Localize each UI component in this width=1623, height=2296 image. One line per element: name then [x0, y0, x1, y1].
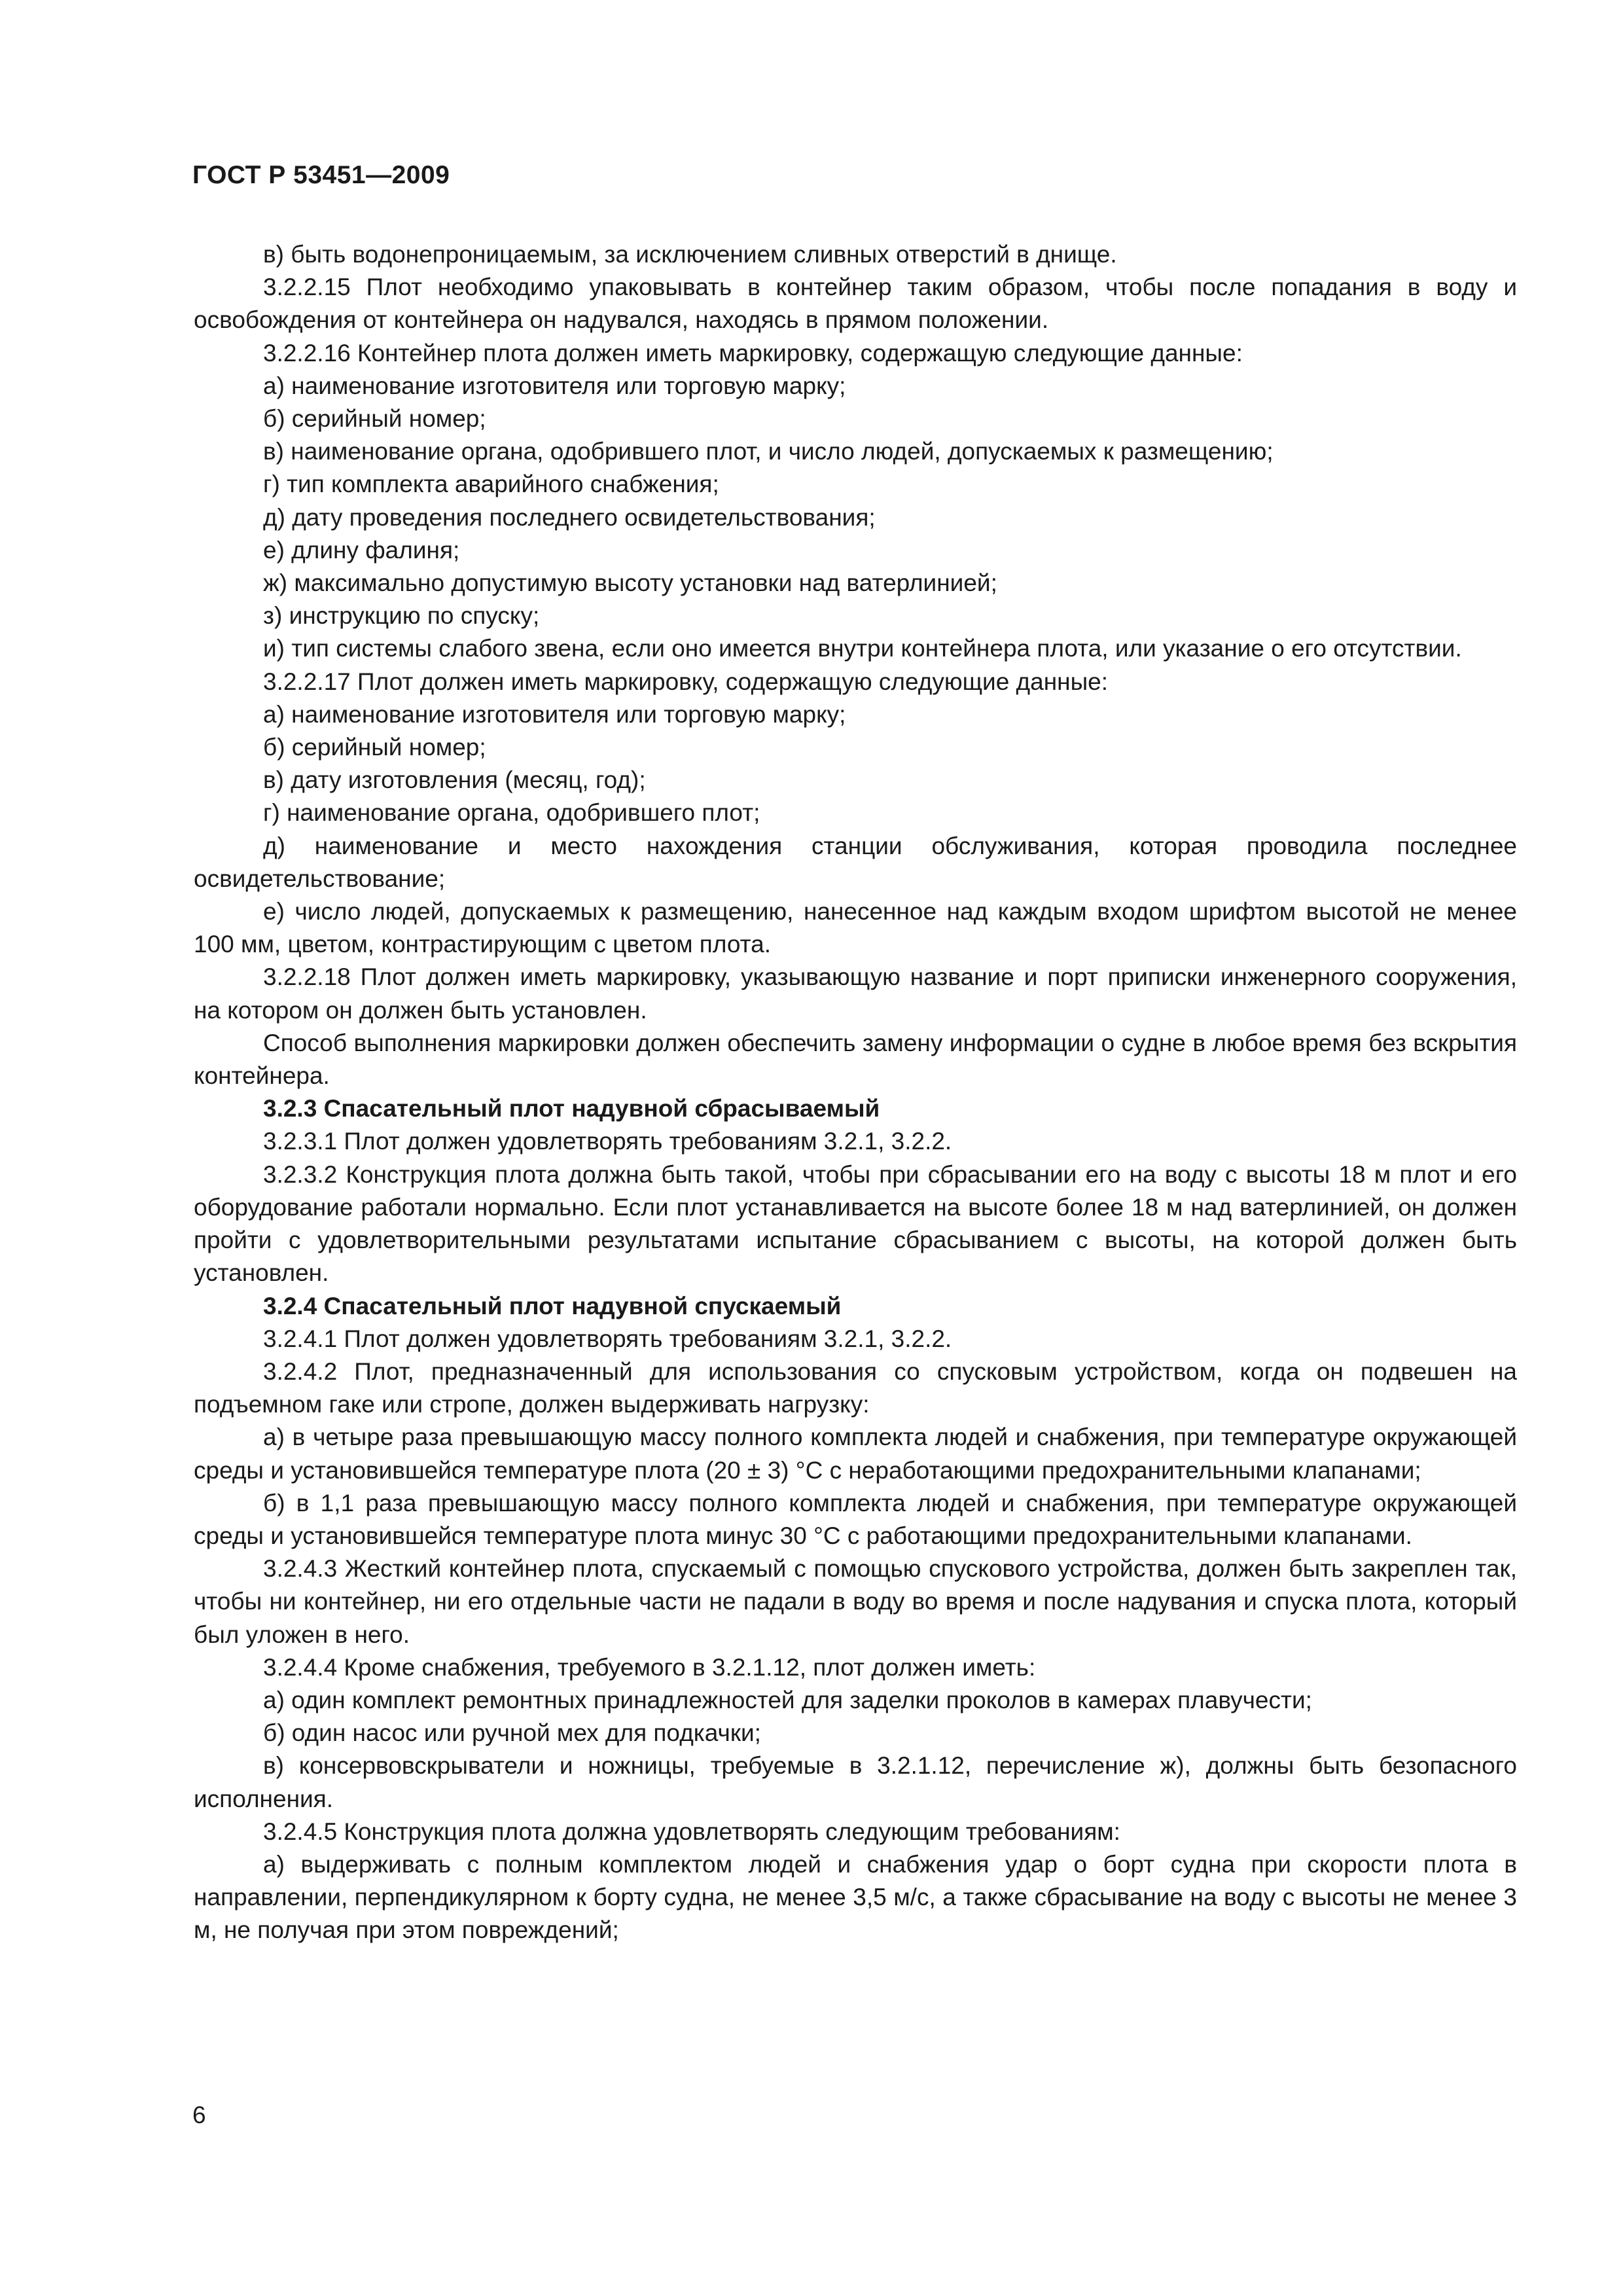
paragraph: д) наименование и место нахождения станции обслуживания, которая проводила последнее освидетельствование; — [194, 832, 1517, 892]
paragraph: и) тип системы слабого звена, если оно имеется внутри контейнера плота, или указание о его отсутствии. — [263, 635, 1462, 662]
document-header: ГОСТ Р 53451—2009 — [192, 161, 450, 189]
paragraph: 3.2.3.2 Конструкция плота должна быть такой, чтобы при сбрасывании его на воду с высоты 18 м плот и его оборудование работали нормально. Если плот устанавливается на высоте более 18 м над ватерлинией, он должен пройти с удовлетворительными результатами испытание сбрасыванием с высоты, на которой должен быть установлен. — [194, 1160, 1517, 1287]
paragraph: в) быть водонепроницаемым, за исключением сливных отверстий в днище. — [263, 241, 1117, 268]
paragraph: а) наименование изготовителя или торговую марку; — [263, 372, 846, 399]
paragraph: г) тип комплекта аварийного снабжения; — [263, 471, 719, 498]
paragraph: ж) максимально допустимую высоту установки над ватерлинией; — [263, 569, 997, 597]
paragraph: 3.2.2.16 Контейнер плота должен иметь маркировку, содержащую следующие данные: — [263, 339, 1243, 367]
paragraph: в) дату изготовления (месяц, год); — [263, 766, 646, 794]
paragraph: в) консервовскрыватели и ножницы, требуемые в 3.2.1.12, перечисление ж), должны быть безопасного исполнения. — [194, 1752, 1517, 1812]
paragraph: 3.2.4.2 Плот, предназначенный для использования со спусковым устройством, когда он подвешен на подъемном гаке или стропе, должен выдерживать нагрузку: — [194, 1357, 1517, 1418]
paragraph: е) число людей, допускаемых к размещению, нанесенное над каждым входом шрифтом высотой не менее 100 мм, цветом, контрастирующим с цветом плота. — [194, 898, 1517, 958]
page-number: 6 — [192, 2102, 206, 2128]
paragraph: 3.2.2.17 Плот должен иметь маркировку, содержащую следующие данные: — [263, 668, 1109, 695]
paragraph: 3.2.4.5 Конструкция плота должна удовлетворять следующим требованиям: — [263, 1818, 1120, 1845]
paragraph: а) наименование изготовителя или торговую марку; — [263, 700, 846, 728]
paragraph: з) инструкцию по спуску; — [263, 602, 540, 630]
paragraph: б) серийный номер; — [263, 405, 486, 433]
paragraph: б) один насос или ручной мех для подкачки; — [263, 1719, 761, 1747]
paragraph: 3.2.4.3 Жесткий контейнер плота, спускаемый с помощью спускового устройства, должен быть закреплен так, чтобы ни контейнер, ни его отдельные части не падали в воду во время и после надувания и спуска плота, который был уложен в него. — [194, 1555, 1517, 1648]
paragraph: а) в четыре раза превышающую массу полного комплекта людей и снабжения, при температуре окружающей среды и установившейся температуре плота (20 ± 3) °С с неработающими предохранительными клапанами; — [194, 1424, 1517, 1484]
paragraph: в) наименование органа, одобрившего плот, и число людей, допускаемых к размещению; — [263, 438, 1274, 465]
paragraph: д) дату проведения последнего освидетельствования; — [263, 503, 876, 531]
paragraph: Способ выполнения маркировки должен обеспечить замену информации о судне в любое время без вскрытия контейнера. — [194, 1029, 1517, 1090]
paragraph: а) выдерживать с полным комплектом людей и снабжения удар о борт судна при скорости плота в направлении, перпендикулярном к борту судна, не менее 3,5 м/с, а также сбрасывание на воду с высоты не менее 3 м, не получая при этом повреждений; — [194, 1850, 1517, 1944]
paragraph: 3.2.2.15 Плот необходимо упаковывать в контейнер таким образом, чтобы после попадания в воду и освобождения от контейнера он надувался, находясь в прямом положении. — [194, 274, 1517, 334]
paragraph: г) наименование органа, одобрившего плот; — [263, 799, 760, 827]
paragraph: е) длину фалиня; — [263, 536, 460, 564]
section-heading: 3.2.4 Спасательный плот надувной спускаемый — [263, 1292, 842, 1319]
paragraph: 3.2.2.18 Плот должен иметь маркировку, указывающую название и порт приписки инженерного сооружения, на котором он должен быть установлен. — [194, 963, 1517, 1024]
paragraph: 3.2.4.4 Кроме снабжения, требуемого в 3.2.1.12, плот должен иметь: — [263, 1653, 1036, 1681]
paragraph: а) один комплект ремонтных принадлежностей для заделки проколов в камерах плавучести; — [263, 1686, 1312, 1713]
document-body — [194, 238, 1517, 1947]
paragraph: 3.2.4.1 Плот должен удовлетворять требованиям 3.2.1, 3.2.2. — [263, 1325, 952, 1352]
paragraph: б) в 1,1 раза превышающую массу полного комплекта людей и снабжения, при температуре окружающей среды и установившейся температуре плота минус 30 °С с работающими предохранительными клапанами. — [194, 1489, 1517, 1549]
section-heading: 3.2.3 Спасательный плот надувной сбрасываемый — [263, 1095, 880, 1122]
paragraph: 3.2.3.1 Плот должен удовлетворять требованиям 3.2.1, 3.2.2. — [263, 1128, 952, 1155]
paragraph: б) серийный номер; — [263, 734, 486, 761]
